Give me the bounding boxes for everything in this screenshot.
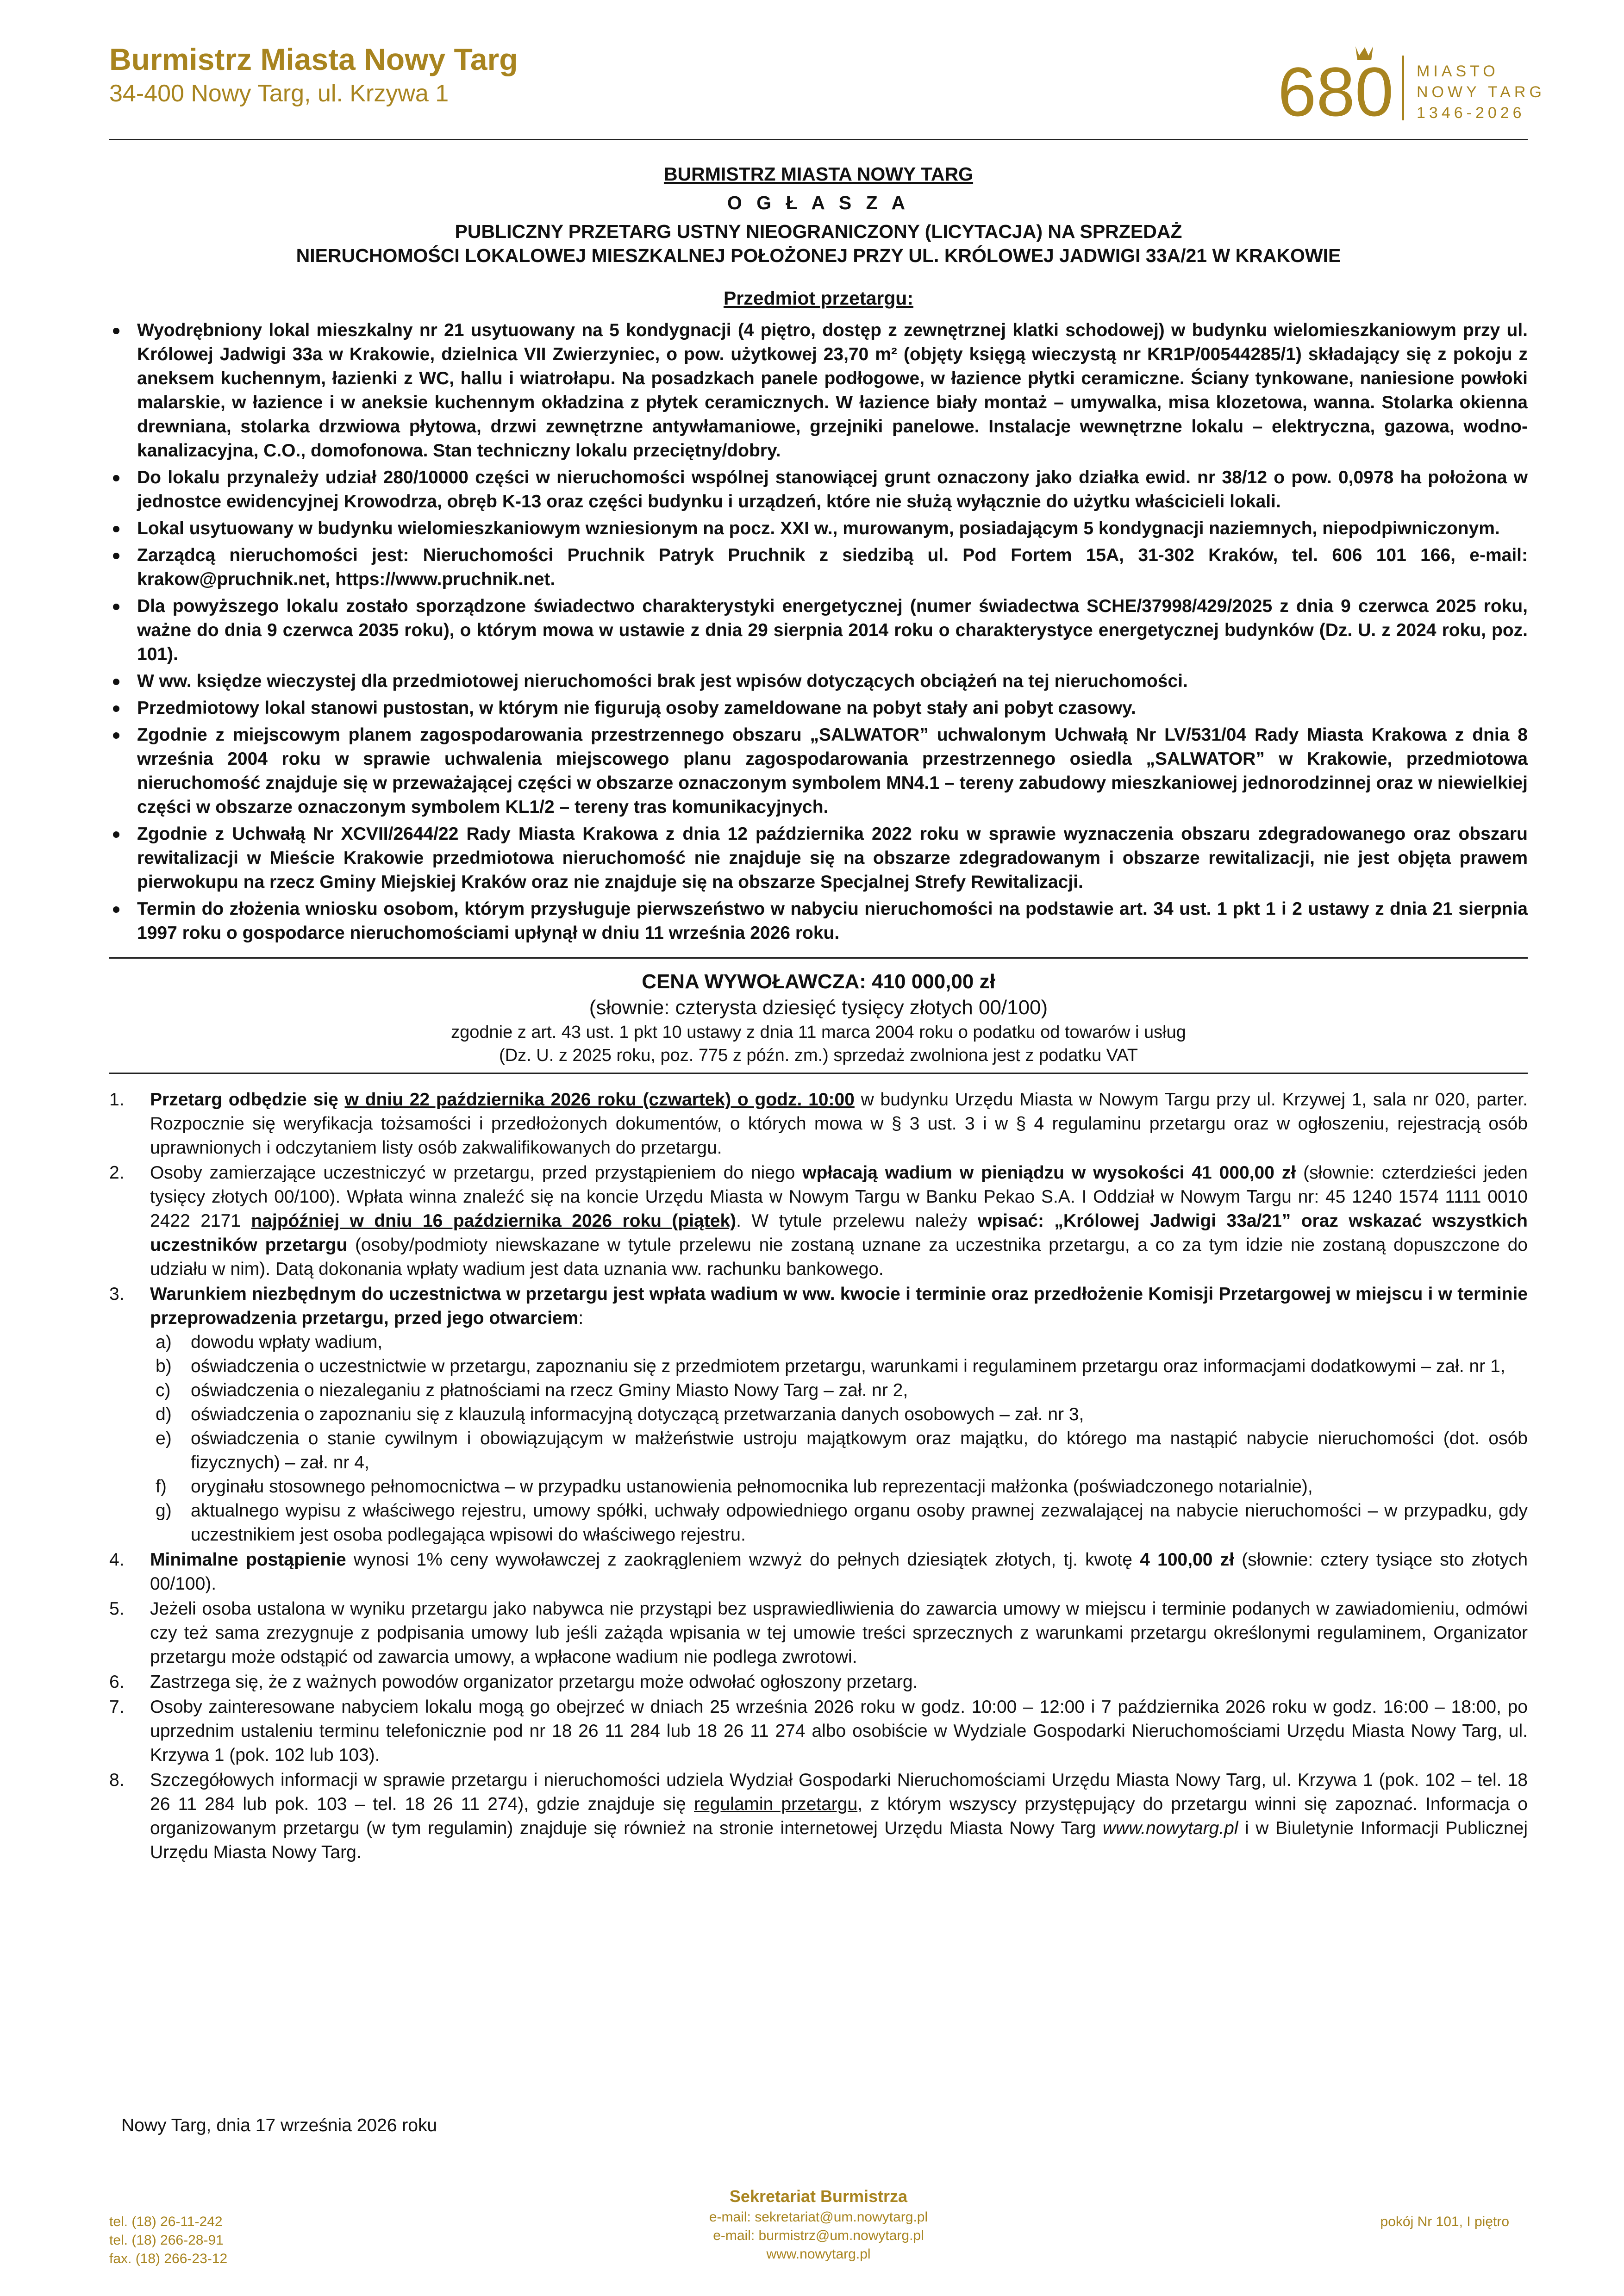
condition-text: (osoby/podmioty niewskazane w tytule przelewu nie zostaną uznane za uczestnika przetargu, a co za tym idzie nie zostaną dopuszczone do udziału w nim). Datą dokonania wpłaty wadium jest data uznania ww. rachunku bankowego.	[150, 1235, 1528, 1279]
subject-item	[109, 517, 1528, 541]
condition-text: Osoby zainteresowane nabyciem lokalu mogą go obejrzeć w dniach 25 września 2026 roku w godz. 10:00 – 12:00 i 7 października 2026 roku w godz. 16:00 – 18:00, po uprzednim ustaleniu terminu telefonicznie pod nr 18 26 11 284 lub 18 26 11 274 albo osobiście w Wydziale Gospodarki Nieruchomościami Urzędu Miasta Nowy Targ, ul. Krzywa 1 (pok. 102 lub 103).	[150, 1697, 1528, 1765]
document-text: aktualnego wypisu z właściwego rejestru, umowy spółki, uchwały odpowiedniego organu osoby prawnej zezwalającej na nabycie nieruchomości – w przypadku, gdy uczestnikiem jest osoba podlegająca wpisowi do właściwego rejestru.	[191, 1501, 1528, 1545]
footer-phone: tel. (18) 266-28-91	[109, 2233, 224, 2248]
subject-item	[109, 723, 1528, 819]
subject-item-text: W ww. księdze wieczystej dla przedmiotowej nieruchomości brak jest wpisów dotyczących obciążeń na tej nieruchomości.	[137, 671, 1188, 691]
document-letter: a)	[156, 1332, 172, 1352]
announcement-title-line2: NIERUCHOMOŚCI LOKALOWEJ MIESZKALNEJ POŁOŻONEJ PRZY UL. KRÓLOWEJ JADWIGI 33A/21 W KRAKOWIE	[296, 245, 1341, 266]
subject-item-text: Zarządcą nieruchomości jest: Nieruchomości Pruchnik Patryk Pruchnik z siedzibą ul. Pod Fortem 15A, 31-302 Kraków, tel. 606 101 166, e-mail: krakow@pruchnik.net, https://www.pruchnik.net.	[137, 545, 1528, 589]
deposit-amount: wpłacają wadium w pieniądzu w wysokości 41 000,00 zł	[802, 1163, 1296, 1183]
document-letter: f)	[156, 1477, 167, 1497]
logo-line1: MIASTO	[1417, 62, 1499, 80]
subject-item-text: Zgodnie z miejscowym planem zagospodarowania przestrzennego obszaru „SALWATOR” uchwalonym Uchwałą Nr LV/531/04 Rady Miasta Krakowa z dnia 8 września 2004 roku w sprawie uchwalenia miejscowego planu zagospodarowania przestrzennego osiedla „SALWATOR” w Krakowie, przedmiotowa nieruchomość znajduje się w przeważającej części w obszarze oznaczonym symbolem MN4.1 – tereny zabudowy mieszkaniowej jednorodzinnej oraz w niewielkiej części w obszarze oznaczonym symbolem KL1/2 – tereny tras komunikacyjnych.	[137, 725, 1528, 817]
document-text: oryginału stosownego pełnomocnictwa – w przypadku ustanowienia pełnomocnika lub reprezentacji małżonka (poświadczonego notarialnie),	[191, 1477, 1313, 1497]
logo-number: 680	[1278, 53, 1394, 131]
subject-item	[109, 822, 1528, 894]
transfer-title-instruction: wpisać: „Królowej Jadwigi 33a/21” oraz wskazać wszystkich uczestników przetargu	[150, 1211, 1528, 1255]
condition-text: w budynku Urzędu Miasta w Nowym Targu przy ul. Krzywej 1, sala nr 020, parter. Rozpocznie się weryfikacja tożsamości i przedłożonych dokumentów, o których mowa w § 3 ust. 3 i w § 4 regulaminu przetargu oraz w ogłoszeniu, rejestracją osób uprawnionych i odczytaniem listy osób zakwalifikowanych do przetargu.	[150, 1090, 1528, 1158]
document-text: oświadczenia o zapoznaniu się z klauzulą informacyjną dotyczącą przetwarzania danych osobowych – zał. nr 3,	[191, 1404, 1084, 1424]
document-item	[150, 1427, 1528, 1475]
conditions-list	[109, 1088, 1528, 1865]
bullet-icon	[113, 906, 119, 913]
condition-text: i w Biuletynie Informacji Publicznej Urzędu Miasta Nowy Targ.	[150, 1818, 1528, 1862]
price-bottom-divider	[109, 1073, 1528, 1074]
condition-text: Zastrzega się, że z ważnych powodów organizator przetargu może odwołać ogłoszony przetarg.	[150, 1672, 918, 1692]
footer-room: pokój Nr 101, I piętro	[1380, 2214, 1509, 2229]
announcement-title-line1: PUBLICZNY PRZETARG USTNY NIEOGRANICZONY (LICYTACJA) NA SPRZEDAŻ	[455, 221, 1182, 242]
document-text: oświadczenia o niezaleganiu z płatnościami na rzecz Gminy Miasto Nowy Targ – zał. nr 2,	[191, 1380, 908, 1400]
condition-text: :	[578, 1308, 584, 1328]
footer-fax: fax. (18) 266-23-12	[109, 2251, 228, 2266]
letterhead	[109, 37, 1545, 139]
condition-number: 7.	[109, 1697, 125, 1717]
subject-item	[109, 696, 1528, 720]
condition-item	[109, 1670, 1528, 1694]
condition-number: 2.	[109, 1163, 125, 1183]
bullet-icon	[113, 604, 119, 610]
website-link[interactable]: www.nowytarg.pl	[1102, 1818, 1238, 1838]
condition-text: wynosi 1% ceny wywoławczej z zaokrągleniem wzwyż do pełnych dziesiątek złotych, tj. kwotę	[346, 1550, 1140, 1570]
footer-email[interactable]: e-mail: burmistrz@um.nowytarg.pl	[713, 2228, 924, 2243]
condition-number: 4.	[109, 1550, 125, 1570]
condition-text: Szczegółowych informacji w sprawie przetargu i nieruchomości udziela Wydział Gospodarki Nieruchomościami Urzędu Miasta Nowy Targ, ul. Krzywa 1 (pok. 102 – tel. 18 26 11 284 lub pok. 103 – tel. 18 26 11 274), gdzie znajduje się	[150, 1770, 1528, 1814]
condition-number: 8.	[109, 1770, 125, 1790]
condition-text: Przetarg odbędzie się	[150, 1090, 345, 1110]
price-block	[109, 969, 1528, 1067]
starting-price-words: (słownie: czterysta dziesięć tysięcy złotych 00/100)	[589, 996, 1048, 1019]
subject-item	[109, 466, 1528, 514]
document-letter: b)	[156, 1356, 172, 1376]
document-text: oświadczenia o stanie cywilnym i obowiązującym w małżeństwie ustroju majątkowym oraz majątku, do którego ma nastąpić nabycie nieruchomości (dot. osób fizycznych) – zał. nr 4,	[191, 1429, 1528, 1472]
subject-item-text: Przedmiotowy lokal stanowi pustostan, w którym nie figurują osoby zameldowane na pobyt stały ani pobyt czasowy.	[137, 698, 1136, 718]
bullet-icon	[113, 475, 119, 481]
announcement-body	[109, 153, 1528, 1866]
condition-item	[109, 1161, 1528, 1281]
announcement-verb: O G Ł A S Z A	[727, 192, 910, 213]
subject-item	[109, 543, 1528, 592]
minimum-bid-label: Minimalne postąpienie	[150, 1550, 346, 1570]
document-item	[150, 1330, 1528, 1354]
document-text: dowodu wpłaty wadium,	[191, 1332, 383, 1352]
subject-heading: Przedmiot przetargu:	[723, 287, 914, 309]
condition-number: 3.	[109, 1284, 125, 1304]
bullet-icon	[113, 705, 119, 712]
subject-item	[109, 594, 1528, 667]
condition-text: , z którym wszyscy przystępujący do przetargu winni się zapoznać. Informacja o organizowanym przetargu (w tym regulamin) znajduje się również na stronie internetowej Urzędu Miasta Nowy Targ	[150, 1794, 1528, 1838]
document-letter: g)	[156, 1501, 172, 1521]
place-and-date: Nowy Targ, dnia 17 września 2026 roku	[121, 2115, 437, 2135]
footer	[109, 2185, 1528, 2277]
condition-text: . W tytule przelewu należy	[736, 1211, 978, 1231]
subject-item-text: Do lokalu przynależy udział 280/10000 części w nieruchomości wspólnej stanowiącej grunt oznaczony jako działka ewid. nr 38/12 o pow. 0,0978 ha położona w jednostce ewidencyjnej Krowodrza, obręb K-13 oraz części budynku i urządzeń, które nie służą wyłącznie do użytku właścicieli lokali.	[137, 468, 1528, 512]
auction-date: w dniu 22 października 2026 roku (czwartek) o godz. 10:00	[344, 1090, 855, 1110]
announcement-org: BURMISTRZ MIASTA NOWY TARG	[663, 163, 974, 185]
bullet-icon	[113, 328, 119, 334]
minimum-bid-amount: 4 100,00 zł	[1140, 1550, 1235, 1570]
subject-item	[109, 897, 1528, 945]
bullet-icon	[113, 831, 119, 838]
subject-item-text: Wyodrębniony lokal mieszkalny nr 21 usytuowany na 5 kondygnacji (4 piętro, dostęp z zewnętrznej klatki schodowej) w budynku wielomieszkaniowym przy ul. Królowej Jadwigi 33a w Krakowie, dzielnica VII Zwierzyniec, o pow. użytkowej 23,70 m² (objęty księgą wieczystą nr KR1P/00544285/1) składający się z pokoju z aneksem kuchennym, łazienki z WC, hallu i wiatrołapu. Na posadzkach panele podłogowe, w łazience płytki ceramiczne. Ściany tynkowane, naniesione powłoki malarskie, w łazience i w aneksie kuchennym okładzina z płytek ceramicznych. W łazience biały montaż – umywalka, misa klozetowa, wanna. Stolarka okienna drewniana, stolarka drzwiowa płytowa, drzwi zewnętrzne antywłamaniowe, grzejniki panelowe. Instalacje wewnętrzne lokalu – elektryczna, gazowa, wodno-kanalizacyjna, C.O., domofonowa. Stan techniczny lokalu przeciętny/dobry.	[137, 320, 1528, 461]
document-item	[150, 1475, 1528, 1499]
bullet-icon	[113, 679, 119, 685]
document-item	[150, 1499, 1528, 1547]
footer-email[interactable]: e-mail: sekretariat@um.nowytarg.pl	[709, 2209, 928, 2225]
condition-item	[109, 1548, 1528, 1596]
issuer-name: Burmistrz Miasta Nowy Targ	[109, 42, 518, 76]
document-letter: c)	[156, 1380, 171, 1400]
condition-text: (słownie: cztery tysiące sto złotych 00/100).	[150, 1550, 1528, 1594]
condition-number: 6.	[109, 1672, 125, 1692]
bullet-icon	[113, 732, 119, 739]
condition-text: Jeżeli osoba ustalona w wyniku przetargu jako nabywca nie przystąpi bez usprawiedliwienia do zawarcia umowy w miejscu i terminie podanych w zawiadomieniu, odmówi czy też sama zrezygnuje z podpisania umowy lub jeśli zażąda wpisania w tej umowie treści sprzecznych z warunkami przetargu określonymi regulaminem, Organizator przetargu może odstąpić od zawarcia umowy, a wpłacone wadium nie podlega zwrotowi.	[150, 1599, 1528, 1667]
subject-item	[109, 669, 1528, 693]
subject-item-text: Lokal usytuowany w budynku wielomieszkaniowym wzniesionym na pocz. XXI w., murowanym, posiadającym 5 kondygnacji naziemnych, niepodpiwniczonym.	[137, 518, 1500, 538]
subject-item-text: Termin do złożenia wniosku osobom, którym przysługuje pierwszeństwo w nabyciu nieruchomości na podstawie art. 34 ust. 1 pkt 1 i 2 ustawy z dnia 21 sierpnia 1997 roku o gospodarce nieruchomościami upłynął w dniu 11 września 2026 roku.	[137, 899, 1528, 943]
vat-note-line1: zgodnie z art. 43 ust. 1 pkt 10 ustawy z dnia 11 marca 2004 roku o podatku od towarów i usług	[451, 1023, 1186, 1042]
condition-item	[109, 1282, 1528, 1547]
issuer-address: 34-400 Nowy Targ, ul. Krzywa 1	[109, 80, 449, 107]
footer-website[interactable]: www.nowytarg.pl	[766, 2246, 871, 2262]
document-text: oświadczenia o uczestnictwie w przetargu, zapoznaniu się z przedmiotem przetargu, warunkami i regulaminem przetargu oraz informacjami dodatkowymi – zał. nr 1,	[191, 1356, 1505, 1376]
logo-divider	[1402, 56, 1404, 120]
header-divider	[109, 139, 1528, 140]
bullet-icon	[113, 553, 119, 559]
anniversary-logo	[1278, 37, 1545, 134]
document-item	[150, 1403, 1528, 1427]
deposit-deadline: najpóźniej w dniu 16 października 2026 roku (piątek)	[251, 1211, 737, 1231]
subject-item	[109, 318, 1528, 463]
condition-item	[109, 1695, 1528, 1767]
subject-list	[109, 318, 1528, 945]
vat-note-line2: (Dz. U. z 2025 roku, poz. 775 z późn. zm.) sprzedaż zwolniona jest z podatku VAT	[499, 1046, 1138, 1065]
footer-phone: tel. (18) 26-11-242	[109, 2214, 223, 2229]
condition-item	[109, 1768, 1528, 1865]
subject-item-text: Dla powyższego lokalu zostało sporządzone świadectwo charakterystyki energetycznej (numer świadectwa SCHE/37998/429/2025 z dnia 9 czerwca 2025 roku, ważne do dnia 9 czerwca 2035 roku), o którym mowa w ustawie z dnia 29 sierpnia 2014 roku o charakterystyce energetycznej budynków (Dz. U. z 2024 roku, poz. 101).	[137, 596, 1528, 664]
document-item	[150, 1379, 1528, 1403]
bullet-icon	[113, 526, 119, 532]
subject-item-text: Zgodnie z Uchwałą Nr XCVII/2644/22 Rady Miasta Krakowa z dnia 12 października 2022 roku w sprawie wyznaczenia obszaru zdegradowanego oraz obszaru rewitalizacji w Mieście Krakowie przedmiotowa nieruchomość nie znajduje się na obszarze zdegradowanym i obszarze rewitalizacji, nie jest objęta prawem pierwokupu na rzecz Gminy Miejskiej Kraków oraz nie znajduje się na obszarze Specjalnej Strefy Rewitalizacji.	[137, 824, 1528, 892]
condition-item	[109, 1597, 1528, 1669]
condition-item	[109, 1088, 1528, 1160]
required-documents-list	[150, 1330, 1528, 1547]
price-top-divider	[109, 957, 1528, 959]
condition-number: 1.	[109, 1090, 125, 1110]
document-item	[150, 1354, 1528, 1379]
footer-secretariat	[109, 2185, 1528, 2264]
document-letter: d)	[156, 1404, 172, 1424]
logo-line2: NOWY TARG	[1417, 83, 1545, 101]
starting-price: CENA WYWOŁAWCZA: 410 000,00 zł	[642, 970, 995, 993]
document-letter: e)	[156, 1429, 172, 1448]
condition-text: (słownie: czterdzieści jeden tysięcy złotych 00/100). Wpłata winna znaleźć się na koncie Urzędu Miasta w Nowym Targu w Banku Pekao S.A. I Oddział w Nowym Targu nr: 45 1240 1574 1111 0010 2422 2171	[150, 1163, 1528, 1231]
condition-text: Warunkiem niezbędnym do uczestnictwa w przetargu jest wpłata wadium w ww. kwocie i terminie oraz przedłożenie Komisji Przetargowej w miejscu i w terminie przeprowadzenia przetargu, przed jego otwarciem	[150, 1284, 1528, 1328]
footer-secretariat-title: Sekretariat Burmistrza	[729, 2187, 908, 2206]
logo-line3: 1346-2026	[1417, 104, 1525, 122]
condition-text: Osoby zamierzające uczestniczyć w przetargu, przed przystąpieniem do niego	[150, 1163, 803, 1183]
condition-number: 5.	[109, 1599, 125, 1619]
auction-regulations-link[interactable]: regulamin przetargu	[694, 1794, 858, 1814]
